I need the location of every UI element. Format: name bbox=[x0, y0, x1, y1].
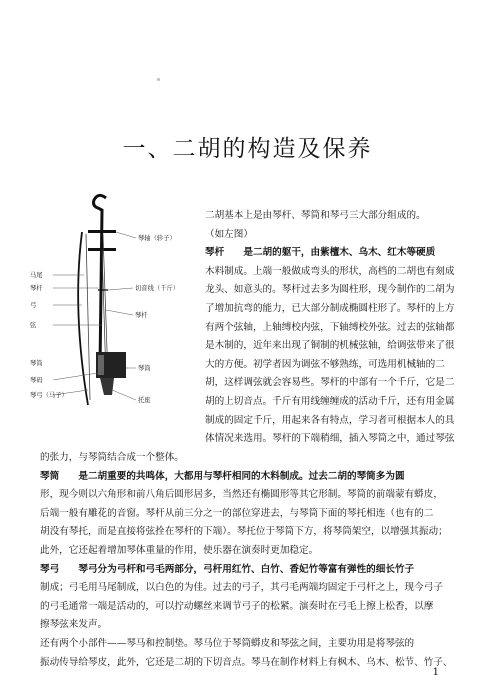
label-qingan-left: 琴杆 bbox=[30, 285, 43, 292]
label-qinzhou: 琴轴（轸子） bbox=[138, 235, 176, 242]
body-line: 形，现今则以六角形和前八角后圆形居多，当然还有椭圆形等其它形制。琴筒的前端蒙有蟒皮， bbox=[40, 489, 443, 501]
body-line: 的弓毛通常一端是活动的，可以拧动螺丝来调节弓子的松紧。演奏时在弓毛上擦上松香，以摩 bbox=[40, 600, 434, 612]
body-line: 振动传导给琴皮，此外，它还是二胡的下切音点。琴马在制作材料上有枫木、乌木、松节、竹子、 bbox=[40, 656, 453, 668]
body-line: 胡没有琴托，而是直接将弦拴在琴杆的下端）。琴托位于琴筒下方，将琴筒架空，以增强其振动； bbox=[40, 526, 448, 538]
body-line-heading: 琴弓 琴弓分为弓杆和弓毛两部分，弓杆用红竹、白竹、香妃竹等富有弹性的细长竹子 bbox=[40, 563, 415, 575]
label-gong: 弓 bbox=[30, 302, 37, 309]
side-line: 制成的固定千斤，用起来各有特点，学习者可根据本人的具 bbox=[205, 414, 455, 426]
erhu-diagram bbox=[28, 190, 203, 420]
body-line: 制成；弓毛用马尾制成，以白色的为佳。过去的弓子，其弓毛两端均固定于弓杆之上，现今弓子 bbox=[40, 582, 443, 594]
erhu-illustration bbox=[28, 190, 203, 420]
side-line: 是木制的，近年来出现了铜制的机械弦轴，给调弦带来了很 bbox=[205, 340, 455, 352]
side-line: 了增加抗弯的能力，已大部分制成椭圆柱形了。琴杆的上方 bbox=[205, 302, 455, 314]
speck bbox=[157, 78, 160, 81]
side-line: 体情况来选用。琴杆的下端稍细，插入琴筒之中，通过琴弦 bbox=[205, 433, 455, 445]
body-line: 还有两个小部件——琴马和控制垫。琴马位于琴筒蟒皮和琴弦之间，主要功用是将琴弦的 bbox=[40, 637, 415, 649]
side-line: 龙头、如意头的。琴杆过去多为圆柱形，现今制作的二胡为 bbox=[205, 284, 455, 296]
side-line: 二胡基本上是由琴杆、琴筒和琴弓三大部分组成的。 bbox=[205, 210, 426, 221]
label-tuozuo: 托座 bbox=[138, 397, 151, 404]
body-line: 后端一般有雕花的音窗。琴杆从前三分之一的部位穿进去，与琴筒下面的琴托相连（也有的二 bbox=[40, 507, 434, 519]
body-line-heading: 琴筒 是二胡重要的共鸣体，大都用与琴杆相同的木料制成。过去二胡的琴筒多为圆 bbox=[40, 470, 405, 482]
body-line: 擦琴弦来发声。 bbox=[40, 619, 108, 631]
body-paragraphs bbox=[40, 449, 460, 672]
page-title: 一、二胡的构造及保养 bbox=[122, 136, 373, 162]
label-qingan-right: 琴杆 bbox=[135, 312, 148, 319]
side-line-heading: 琴杆 是二胡的躯干，由紫檀木、乌木、红木等硬质 bbox=[205, 247, 436, 259]
label-matou: 马尾 bbox=[30, 272, 43, 279]
label-qianjin: 切音线（千斤） bbox=[135, 285, 180, 292]
page-number: 1 bbox=[432, 667, 439, 678]
label-qintong-right: 琴筒 bbox=[138, 365, 151, 372]
side-line: 有两个弦轴，上轴缚校内弦，下轴缚校外弦。过去的弦轴都 bbox=[205, 321, 455, 333]
body-line: 的张力，与琴筒结合成一个整体。 bbox=[40, 452, 184, 463]
label-qintong: 琴筒 bbox=[30, 360, 43, 367]
side-line: （如左图） bbox=[205, 228, 253, 240]
label-qinma: 琴码 bbox=[30, 377, 43, 384]
side-line: 胡，这样调弦就会容易些。琴杆的中部有一个千斤，它是二 bbox=[205, 377, 455, 389]
side-line: 木料制成。上端一般做成弯头的形状，高档的二胡也有刻成 bbox=[205, 265, 455, 277]
side-line: 胡的上切音点。千斤有用线缠缠成的活动千斤，还有用金属 bbox=[205, 395, 455, 407]
body-line: 此外，它还起着增加琴体重量的作用，使乐器在演奏时更加稳定。 bbox=[40, 544, 319, 556]
side-line: 大的方便。初学者因为调弦不够熟练，可选用机械轴的二 bbox=[205, 358, 445, 370]
side-paragraphs bbox=[205, 207, 460, 449]
label-xian: 弦 bbox=[30, 322, 37, 329]
label-qingong: 琴弓（马子） bbox=[30, 392, 68, 399]
